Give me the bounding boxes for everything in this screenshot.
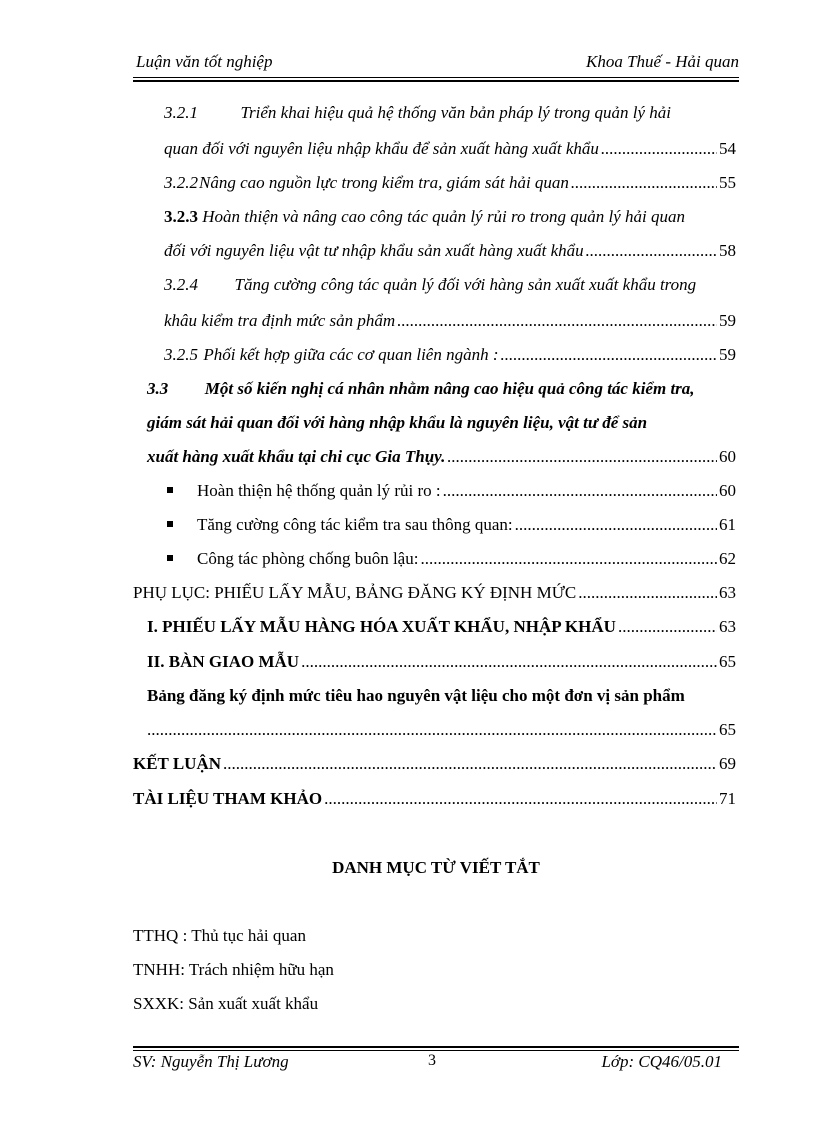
toc-3-3-line1: 3.3 Một số kiến nghị cá nhân nhằm nâng cao hiệu quả công tác kiểm tra, — [147, 379, 695, 398]
toc-bullet-2[interactable]: Tăng cường công tác kiểm tra sau thông quan: ..... 61 — [197, 515, 736, 535]
footer-left: SV: Nguyễn Thị Lương — [133, 1052, 289, 1071]
toc-references[interactable]: TÀI LIỆU THAM KHẢO ..... 71 — [133, 789, 736, 809]
leader-dots — [601, 139, 717, 159]
page-number: 63 — [719, 617, 736, 636]
leader-dots — [571, 173, 717, 193]
toc-3-2-5[interactable]: 3.2.5 Phối kết hợp giữa các cơ quan liên ngành : ..... 59 — [164, 345, 736, 365]
page-number: 63 — [719, 583, 736, 602]
abbrev-item: TTHQ : Thủ tục hải quan — [133, 926, 306, 945]
leader-dots — [447, 447, 717, 467]
abbrev-item: TNHH: Trách nhiệm hữu hạn — [133, 960, 334, 979]
page-number: 60 — [719, 447, 736, 466]
toc-3-2-2[interactable]: 3.2.2 Nâng cao nguồn lực trong kiểm tra, giám sát hải quan ..... 55 — [164, 173, 736, 193]
page-number: 58 — [719, 241, 736, 260]
toc-3-3-line2: giám sát hải quan đối với hàng nhập khẩu là nguyên liệu, vật tư để sản — [147, 413, 648, 432]
footer-page-number: 3 — [428, 1052, 436, 1069]
abbrev-item: SXXK: Sản xuất xuất khẩu — [133, 994, 319, 1013]
page-number: 62 — [719, 549, 736, 568]
footer-right: Lớp: CQ46/05.01 — [601, 1052, 722, 1071]
leader-dots — [420, 549, 717, 569]
footer-rule-2 — [133, 1050, 739, 1051]
toc-conclusion[interactable]: KẾT LUẬN ..... 69 — [133, 754, 736, 774]
leader-dots — [223, 754, 717, 774]
leader-dots — [324, 789, 717, 809]
leader-dots — [515, 515, 717, 535]
toc-3-2-1-line2[interactable]: quan đối với nguyên liệu nhập khẩu để sản xuất hàng xuất khẩu ..... 54 — [164, 139, 736, 159]
page-number: 60 — [719, 481, 736, 500]
toc-appendix-3-title: Bảng đăng ký định mức tiêu hao nguyên vật liệu cho một đơn vị sản phẩm — [147, 686, 685, 705]
page-number: 71 — [719, 789, 736, 808]
leader-dots — [301, 652, 717, 672]
bullet-icon — [167, 521, 173, 527]
leader-dots — [501, 345, 717, 365]
leader-dots — [147, 720, 717, 740]
leader-dots — [618, 617, 717, 637]
toc-3-2-1-title: Triển khai hiệu quả hệ thống văn bản pháp lý trong quản lý hải — [240, 103, 671, 122]
toc-3-2-3-line2[interactable]: đối với nguyên liệu vật tư nhập khẩu sản xuất hàng xuất khẩu ..... 58 — [164, 241, 736, 261]
abbrev-title: DANH MỤC TỪ VIẾT TẮT — [332, 858, 540, 877]
bullet-icon — [167, 555, 173, 561]
page-number: 69 — [719, 754, 736, 773]
header-rule — [133, 77, 739, 78]
page-number: 61 — [719, 515, 736, 534]
leader-dots — [578, 583, 717, 603]
toc-appendix-2[interactable]: II. BÀN GIAO MẪU ..... 65 — [147, 652, 736, 672]
toc-3-2-1-line1 — [164, 103, 671, 123]
footer-rule — [133, 1046, 739, 1048]
toc-3-2-1-num: 3.2.1 — [164, 103, 198, 122]
toc-3-2-4-line2[interactable]: khâu kiểm tra định mức sản phẩm ..... 59 — [164, 311, 736, 331]
toc-appendix-1[interactable]: I. PHIẾU LẤY MẪU HÀNG HÓA XUẤT KHẨU, NHẬP KHẨU ..... 63 — [147, 617, 736, 637]
page-number: 59 — [719, 345, 736, 364]
toc-bullet-1[interactable]: Hoàn thiện hệ thống quản lý rủi ro : ..... 60 — [197, 481, 736, 501]
leader-dots — [397, 311, 717, 331]
page-number: 59 — [719, 311, 736, 330]
header-rule-2 — [133, 80, 739, 82]
toc-3-3-line3[interactable]: xuất hàng xuất khẩu tại chi cục Gia Thụy. ..... 60 — [147, 447, 736, 467]
page-number: 65 — [719, 720, 736, 739]
page-number: 65 — [719, 652, 736, 671]
toc-3-2-3-line1: 3.2.3 Hoàn thiện và nâng cao công tác quản lý rủi ro trong quản lý hải quan — [164, 207, 685, 226]
toc-3-2-4-line1: 3.2.4 Tăng cường công tác quản lý đối với hàng sản xuất xuất khẩu trong — [164, 275, 697, 294]
toc-appendix[interactable]: PHỤ LỤC: PHIẾU LẤY MẪU, BẢNG ĐĂNG KÝ ĐỊNH MỨC ..... 63 — [133, 583, 736, 603]
toc-bullet-3[interactable]: Công tác phòng chống buôn lậu: ..... 62 — [197, 549, 736, 569]
header-left: Luận văn tốt nghiệp — [136, 52, 273, 71]
page-number: 55 — [719, 173, 736, 192]
bullet-icon — [167, 487, 173, 493]
toc-appendix-3[interactable] — [147, 720, 736, 740]
header-right: Khoa Thuế - Hải quan — [586, 52, 739, 71]
leader-dots — [443, 481, 717, 501]
leader-dots — [586, 241, 717, 261]
page-number: 54 — [719, 139, 736, 158]
